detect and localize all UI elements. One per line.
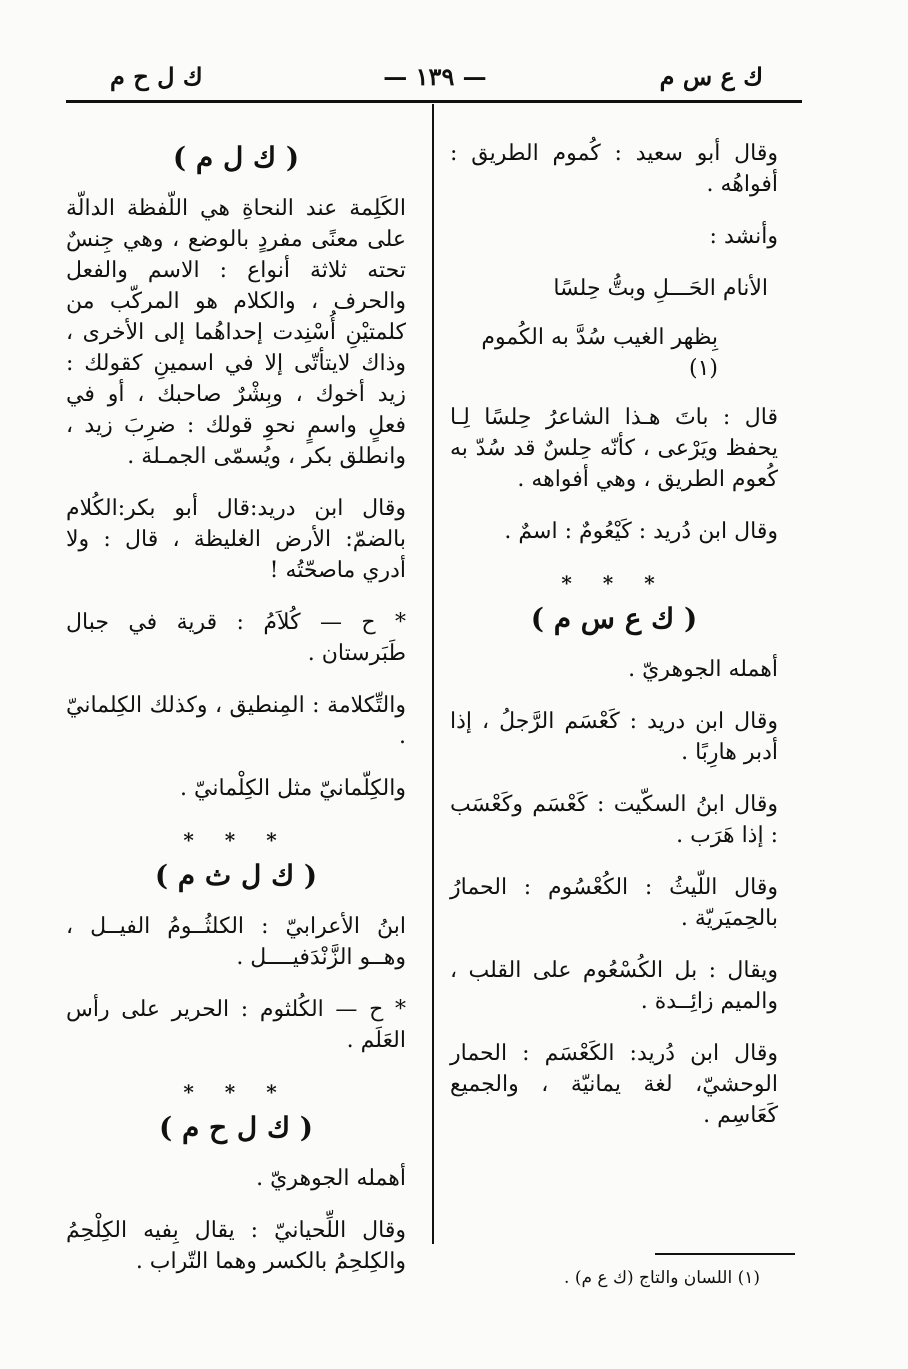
paragraph: وقال ابن دريد : كَعْسَم الرَّجلُ ، إذا أدبر هارِبًا .	[450, 709, 778, 765]
left-column	[66, 138, 406, 1298]
paragraph: قال : باتَ هـذا الشاعرُ حِلسًا لِـا يحفظ ويَرْعى ، كأنّه حِلسٌ قد سُدّ به كُعوم الطريق ، وهي أفواهه .	[450, 405, 778, 492]
right-column	[450, 138, 778, 1152]
paragraph: ويقال : بل الكُسْعُوم على القلب ، والميم زائِــدة .	[450, 958, 778, 1014]
section-separator: * * *	[561, 571, 667, 595]
paragraph: أهمله الجوهريّ .	[628, 657, 778, 682]
paragraph: وقال ابنُ السكّيت : كَعْسَم وكَعْسَب : إذا هَرَب .	[450, 792, 778, 848]
entry-heading: ( ك ع س م )	[530, 602, 698, 635]
paragraph: أهمله الجوهريّ .	[256, 1166, 406, 1191]
paragraph: وقال اللّيثُ : الكُعْسُوم : الحمارُ بالحِميَريّة .	[450, 875, 778, 931]
verse-line: الأنام الحَـــلِ وبتُّ حِلسًا	[553, 276, 768, 301]
header-left-entry: ك ل ح م	[110, 62, 203, 91]
paragraph: وقال ابن دريد:قال أبو بكر:الكُلام بالضمّ: الأرض الغليظة ، قال : ولا أدري ماصحّتُه !	[66, 496, 406, 583]
paragraph: * ح — كُلاَمُ : قرية في جبال طَبَرستان .	[66, 610, 406, 666]
header-rule	[66, 100, 802, 103]
header-right-entry: ك ع س م	[659, 62, 763, 91]
paragraph: والتِّكلامة : المِنطيق ، وكذلك الكِلمانيّ .	[66, 693, 406, 749]
paragraph: ابنُ الأعرابيّ : الكلثُــومُ الفيــل ، وهــو الزَّنْدَفيــــل .	[66, 914, 406, 970]
verse-line: بِظهر الغيب سُدَّ به الكُموم (١)	[481, 325, 718, 381]
column-divider	[432, 104, 434, 1244]
paragraph: وقال ابن دُريد: الكَعْسَم : الحمار الوحشيّ، لغة يمانيّة ، والجميع كَعَاسِم .	[450, 1041, 778, 1128]
paragraph: وقال ابن دُريد : كَيْعُومٌ : اسمٌ .	[504, 519, 778, 544]
paragraph: وقال اللِّحيانيّ : يقال بِفيه الكِلْحِمُ والكِلحِمُ بالكسر وهما التّراب .	[66, 1218, 406, 1274]
paragraph: وأنشد :	[709, 224, 778, 249]
paragraph: وقال أبو سعيد : كُموم الطريق : أفواهُه .	[450, 141, 778, 197]
entry-heading: ( ك ل م )	[172, 141, 300, 174]
footnote-rule	[655, 1253, 795, 1255]
section-separator: * * *	[183, 1080, 289, 1104]
paragraph: * ح — الكُلثوم : الحرير على رأس العَلَم .	[66, 997, 406, 1053]
paragraph: الكَلِمة عند النحاةِ هي اللّفظة الدالّة على معنًى مفردٍ بالوضع ، وهي جِنسٌ تحته ثلاثة أنواع : الاسم والفعل والحرف ، والكلام هو المركّب من كلمتيْنِ أُسْنِدت إحداهُما إلى الأخرى ، وذاك لايتأتّى إلا في اسمينِ كقولك : زيد أخوك ، وبِشْرٌ صاحبك ، أو في فعلٍ واسمٍ نحوِ قولك : ضرِبَ زيد ، وانطلق بكر ، ويُسمّى الجمـلة .	[66, 196, 406, 469]
page-number: — ١٣٩ —	[383, 62, 487, 91]
footnote: (١) اللسان والتاج (ك ع م) .	[564, 1268, 760, 1288]
entry-heading: ( ك ل ح م )	[158, 1111, 314, 1144]
section-separator: * * *	[183, 828, 289, 852]
entry-heading: ( ك ل ث م )	[154, 859, 318, 892]
paragraph: والكِلّمانيّ مثل الكِلْمانيّ .	[180, 776, 406, 801]
